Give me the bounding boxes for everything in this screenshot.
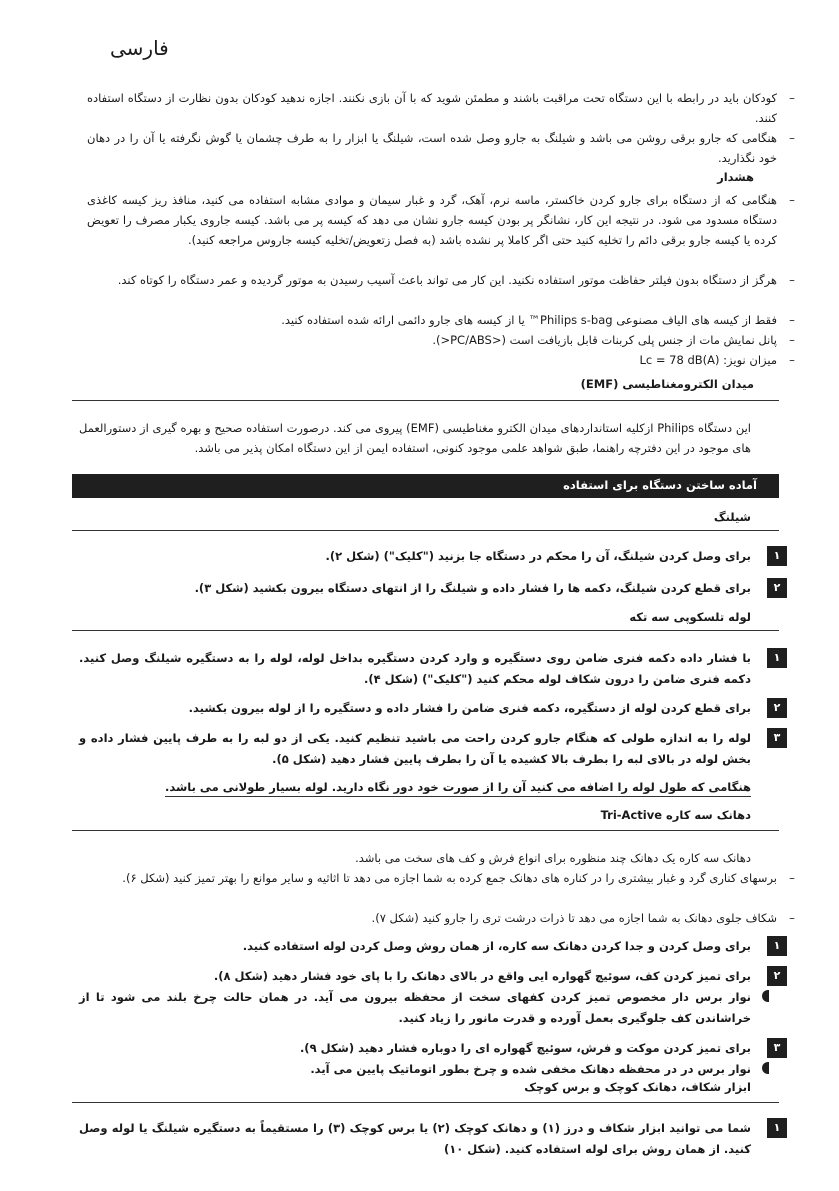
caution-item: – هرگز از دستگاه بدون فیلتر حفاظت موتور استفاده نکنید. این کار می تواند باعث آسیب رسیدن به موتور گردیده و عمر دستگاه را کوتاه کند. [117, 273, 795, 287]
hose-step: ۱ برای وصل کردن شیلنگ، آن را محکم در دستگاه جا بزنید ("کلیک") (شکل ۲). [79, 546, 779, 567]
nozzle-intro: دهانک سه کاره یک دهانک چند منظوره برای انواع فرش و کف های سخت می باشد. [355, 851, 751, 865]
bullet-icon [762, 1062, 769, 1074]
step-number: ۲ [767, 698, 787, 718]
nozzle-bullet: – برسهای کناری گرد و غبار بیشتری را در کناره های دهانک جمع کرده به شما اجازه می دهد تا اثاثیه و سایر موانع را بهتر تمیز کنید (شکل ۶). [122, 871, 795, 885]
caution-item: – فقط از کیسه های الیاف مصنوعی Philips s-bag™ یا از کیسه های جارو دائمی ارائه شده استفاده کنید. [281, 313, 795, 327]
step-number: ۲ [767, 966, 787, 986]
emf-heading: میدان الکترومغناطیسی (EMF) [580, 377, 754, 391]
nozzle-step: ۱ برای وصل کردن و جدا کردن دهانک سه کاره، از همان روش وصل کردن لوله استفاده کنید. [79, 936, 779, 957]
divider [72, 400, 779, 401]
page-title: فارسی [110, 36, 169, 60]
warning-item: – کودکان باید در رابطه با این دستگاه تحت مراقبت باشند و مطمئن شوید که با آن بازی نکنند. اجازه ندهید کودکان بدون نظارت از دستگاه استفاده کنند. [87, 91, 795, 125]
section-header-bar [72, 474, 779, 498]
divider [72, 1102, 779, 1103]
divider [72, 830, 779, 831]
nozzle-step: ۲ برای تمیز کردن کف، سوئیچ گهواره ایی واقع در بالای دهانک را با پای خود فشار دهید (شکل ۸). نوار برس دار مخصوص تمیز کردن کفهای سخت از محفظه بیرون می آید. در همان حالت چرخ بلند می شود تا از خراشاندن کف جلوگیری بعمل آورده و قدرت مانور را زیاد کنید. [79, 966, 779, 1029]
tube-step: ۱ با فشار داده دکمه فنری ضامن روی دستگیره و وارد کردن دستگیره بداخل لوله، لوله را به دستگیره شیلنگ وصل کنید. دکمه فنری ضامن را درون شکاف لوله محکم کنید ("کلیک") (شکل ۴). [79, 648, 779, 690]
step-number: ۱ [767, 936, 787, 956]
section-title: آماده ساختن دستگاه برای استفاده [563, 478, 757, 492]
hose-heading: شیلنگ [713, 510, 751, 524]
warning-item: – هنگامی که جارو برقی روشن می باشد و شیلنگ به جارو وصل شده است، شیلنگ یا ابزار را به طرف چشمان یا گوش نگرفته یا آن را در دهان خود نگذارید. [87, 131, 795, 165]
nozzle-bullet: – شکاف جلوی دهانک به شما اجازه می دهد تا ذرات درشت تری را جارو کنید (شکل ۷). [371, 911, 795, 925]
step-number: ۱ [767, 546, 787, 566]
tube-note: هنگامی که طول لوله را اضافه می کنید آن را از صورت خود دور نگاه دارید. لوله بسیار طولانی می باشد. [165, 780, 751, 797]
accessories-heading: ابزار شکاف، دهانک کوچک و برس کوچک [524, 1080, 751, 1094]
step-number: ۱ [767, 1118, 787, 1138]
caution-item: – میزان نویز: Lc = 78 dB(A) [639, 353, 795, 367]
tube-step: ۲ برای قطع کردن لوله از دستگیره، دکمه فنری ضامن را فشار داده و دستگیره را از لوله بیرون بکشید. [79, 698, 779, 719]
nozzle-heading: دهانک سه کاره Tri-Active [600, 808, 751, 822]
bullet-icon [762, 990, 769, 1002]
emf-text: این دستگاه Philips ازکلیه استانداردهای میدان الکترو مغناطیسی (EMF) پیروی می کند. درصورت استفاده صحیح و بهره گیری از دستورالعمل های موجود در این دفترچه راهنما، طبق شواهد علمی موجود کنونی، استفاده ایمن از این دستگاه امکان پذیر می باشد. [79, 421, 751, 455]
step-number: ۳ [767, 728, 787, 748]
tube-step: ۳ لوله را به اندازه طولی که هنگام جارو کردن راحت می باشید تنظیم کنید. یکی از دو لبه را به طرف پایین فشار داده و بخش لوله در بالای لبه را بطرف بالا کشیده یا آن را بطرف پایین فشار دهید (شکل ۵). [79, 728, 779, 770]
divider [72, 630, 779, 631]
nozzle-step: ۳ برای تمیز کردن موکت و فرش، سوئیچ گهواره ای را دوباره فشار دهید (شکل ۹). نوار برس در در محفظه دهانک مخفی شده و چرخ بطور اتوماتیک پایین می آید. [79, 1038, 779, 1080]
accessories-step: ۱ شما می توانید ابزار شکاف و درز (۱) و دهانک کوچک (۲) یا برس کوچک (۳) را مستقیماً به دستگیره شیلنگ یا لوله وصل کنید. از همان روش برای لوله استفاده کنید. (شکل ۱۰) [79, 1118, 779, 1160]
divider [72, 530, 779, 531]
step-number: ۱ [767, 648, 787, 668]
hose-step: ۲ برای قطع کردن شیلنگ، دکمه ها را فشار داده و شیلنگ را از انتهای دستگاه بیرون بکشید (شکل ۳). [79, 578, 779, 599]
step-number: ۲ [767, 578, 787, 598]
step-number: ۳ [767, 1038, 787, 1058]
caution-heading: هشدار [717, 170, 754, 184]
caution-item: – پانل نمایش مات از جنس پلی کربنات قابل بازیافت است (<PC/ABS<). [432, 333, 795, 347]
caution-item: – هنگامی که از دستگاه برای جارو کردن خاکستر، ماسه نرم، آهک، گرد و غبار سیمان و موادی مشابه استفاده می کنید، منافذ ریز کیسه کاغذی دستگاه مسدود می شود. در نتیجه این کار، نشانگر پر بودن کیسه جارو نشان می دهد که کیسه پر می باشد. کیسه جاروی یکبار مصرف را تعویض کرده یا کیسه جارو برقی دائم را تخلیه کنید حتی اگر کاملا پر نشده باشد (به فصل زتعویض/تخلیه کیسه جاروس مراجعه کنید). [87, 193, 795, 247]
tube-heading: لوله تلسکوپی سه تکه [629, 610, 751, 624]
